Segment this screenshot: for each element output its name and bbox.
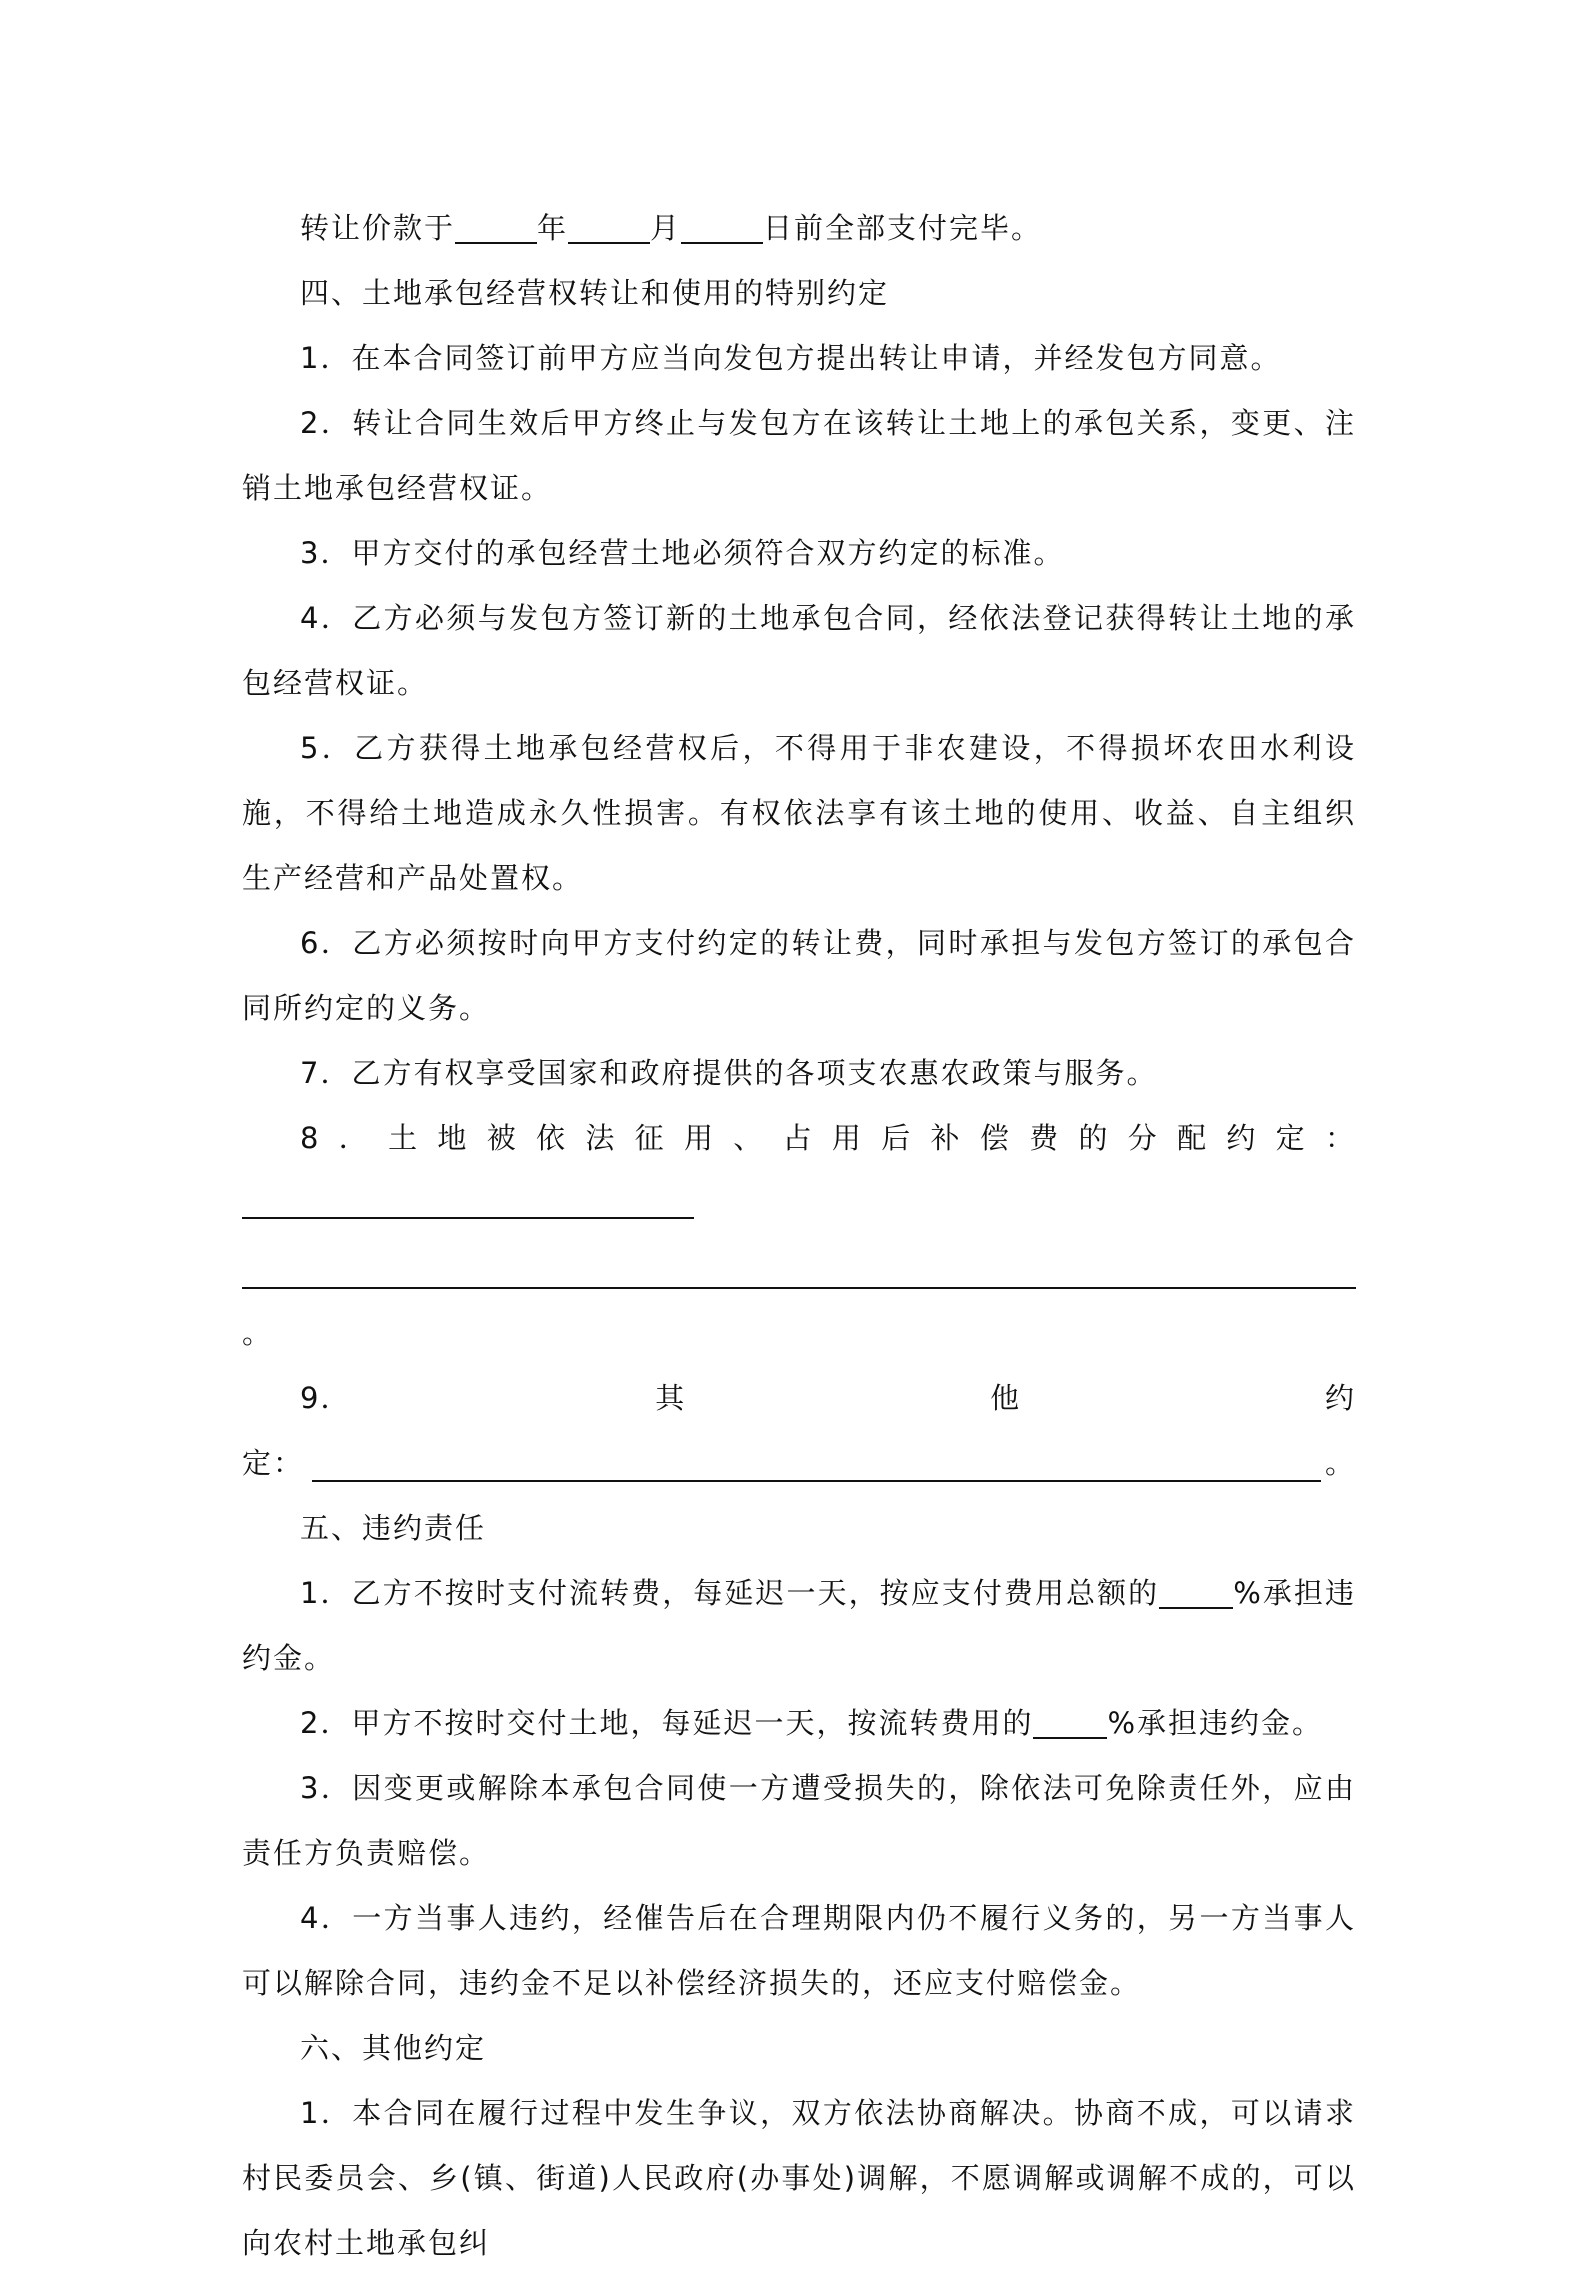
section-4-item-5: 5．乙方获得土地承包经营权后，不得用于非农建设，不得损坏农田水利设施，不得给土地造成永久性损害。有权依法享有该土地的使用、收益、自主组织生产经营和产品处置权。 xyxy=(242,731,1356,895)
section-6-item-1: 1．本合同在履行过程中发生争议，双方依法协商解决。协商不成，可以请求村民委员会、乡(镇、街道)人民政府(办事处)调解，不愿调解或调解不成的，可以向农村土地承包纠 xyxy=(242,2096,1356,2260)
section-5-title: 五、违约责任 xyxy=(300,1511,487,1545)
item-9-cont-text: 定： xyxy=(242,1446,305,1480)
penalty-rate-blank-1[interactable] xyxy=(1159,1577,1233,1609)
section-4-item-4: 4．乙方必须与发包方签订新的土地承包合同，经依法登记获得转让土地的承包经营权证。 xyxy=(242,601,1356,700)
item-9-continuation xyxy=(242,1431,1356,1496)
section-4-item-1: 1．在本合同签订前甲方应当向发包方提出转让申请，并经发包方同意。 xyxy=(300,341,1282,375)
section-4-item-8 xyxy=(242,1106,1356,1236)
section-4-item-3: 3．甲方交付的承包经营土地必须符合双方约定的标准。 xyxy=(300,536,1065,570)
item-8-text: 8．土地被依法征用、占用后补偿费的分配约定： xyxy=(300,1121,1356,1155)
section-6-title: 六、其他约定 xyxy=(300,2031,487,2065)
item-9-char-2: 他 xyxy=(990,1381,1022,1415)
s5-item1-suffix: %承担违约金。 xyxy=(242,1576,1356,1675)
contract-body xyxy=(242,196,1356,2276)
day-blank[interactable] xyxy=(681,212,763,244)
s5-item2-suffix: %承担违约金。 xyxy=(1107,1706,1324,1740)
section-5-item-2 xyxy=(242,1691,1356,1756)
section-4-item-9 xyxy=(242,1366,1356,1431)
payment-deadline-line xyxy=(242,196,1356,261)
section-5-item-4: 4．一方当事人违约，经催告后在合理期限内仍不履行义务的，另一方当事人可以解除合同，违约金不足以补偿经济损失的，还应支付赔偿金。 xyxy=(242,1901,1356,2000)
payment-suffix: 日前全部支付完毕。 xyxy=(763,211,1043,245)
item-9-char-1: 其 xyxy=(655,1381,687,1415)
s5-item2-text: 2．甲方不按时交付土地，每延迟一天，按流转费用的 xyxy=(300,1706,1034,1740)
item-9-number: 9． xyxy=(300,1381,352,1415)
compensation-blank-continuation[interactable] xyxy=(242,1236,1356,1301)
item-9-char-3: 约 xyxy=(1324,1381,1356,1415)
month-blank[interactable] xyxy=(568,212,650,244)
section-5-item-1 xyxy=(242,1561,1356,1691)
section-4-item-7: 7．乙方有权享受国家和政府提供的各项支农惠农政策与服务。 xyxy=(300,1056,1158,1090)
section-4-title: 四、土地承包经营权转让和使用的特别约定 xyxy=(300,276,890,310)
compensation-blank[interactable] xyxy=(242,1187,694,1219)
payment-prefix: 转让价款于 xyxy=(300,211,456,245)
month-label: 月 xyxy=(650,211,682,245)
s5-item1-text: 1．乙方不按时支付流转费，每延迟一天，按应支付费用总额的 xyxy=(300,1576,1160,1610)
item-9-end: 。 xyxy=(1324,1446,1356,1480)
year-label: 年 xyxy=(537,211,569,245)
section-4-item-2: 2．转让合同生效后甲方终止与发包方在该转让土地上的承包关系，变更、注销土地承包经营权证。 xyxy=(242,406,1356,505)
item-8-end: 。 xyxy=(242,1316,274,1350)
section-5-item-3: 3．因变更或解除本承包合同使一方遭受损失的，除依法可免除责任外，应由责任方负责赔偿。 xyxy=(242,1771,1356,1870)
penalty-rate-blank-2[interactable] xyxy=(1033,1707,1107,1739)
section-4-item-6: 6．乙方必须按时向甲方支付约定的转让费，同时承担与发包方签订的承包合同所约定的义务。 xyxy=(242,926,1356,1025)
year-blank[interactable] xyxy=(455,212,537,244)
other-terms-blank[interactable] xyxy=(312,1450,1321,1482)
